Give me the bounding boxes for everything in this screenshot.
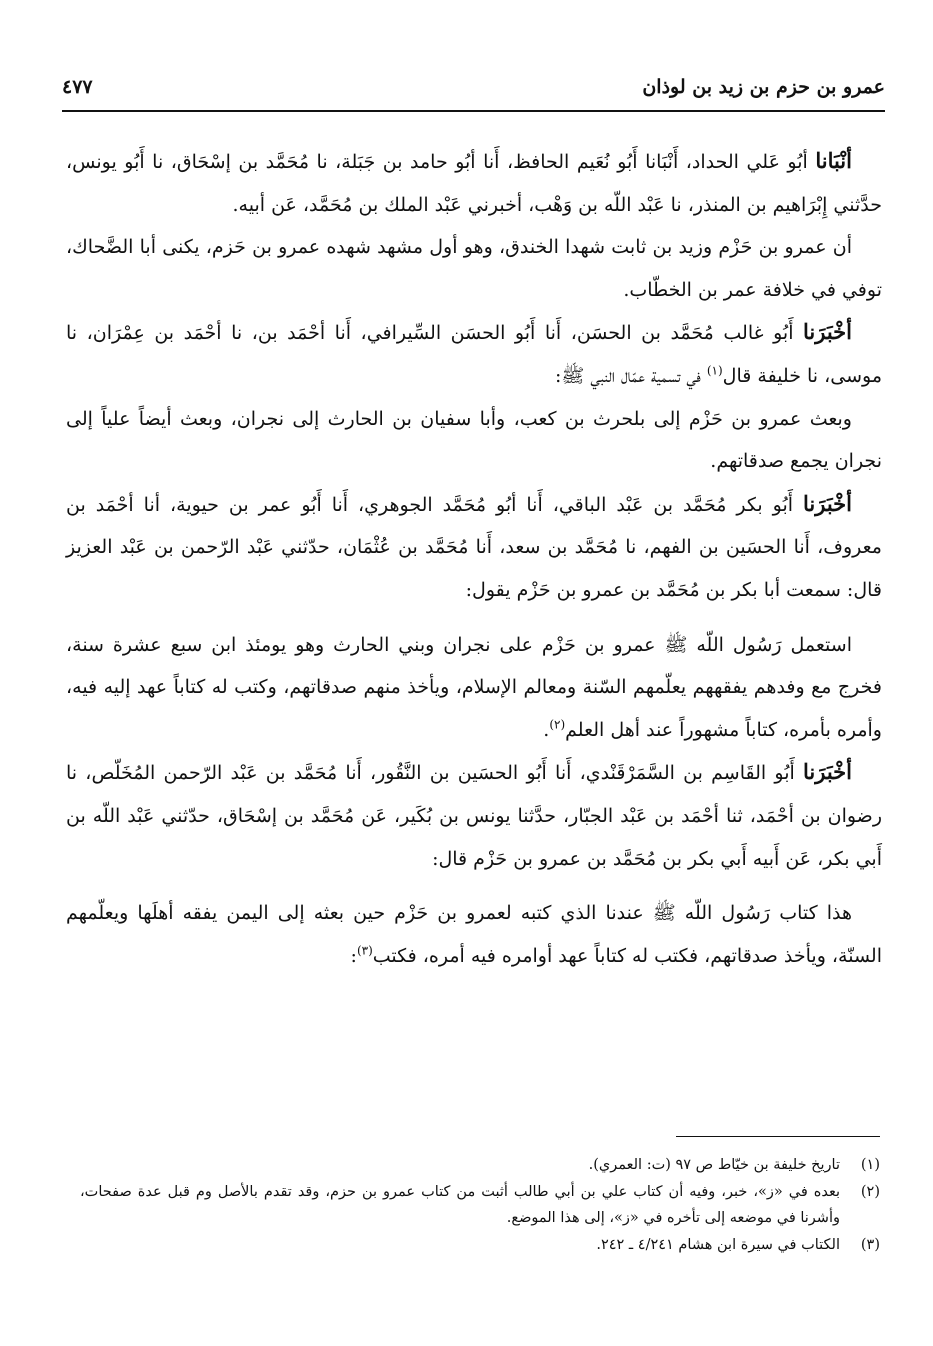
- paragraph-lead: أخْبَرَنا: [803, 759, 852, 785]
- paragraph: [66, 624, 882, 752]
- paragraph: [66, 140, 882, 226]
- footnote-ref: (٣): [356, 943, 373, 958]
- footnote-text: بعده في «ز»، خبر، وفيه أن كتاب علي بن أبي طالب أثبت من كتاب عمرو بن حزم، وقد تقدم بالأصل وم قبل عدة صفحات، وأشرنا في موضعه إلى تأخره في «ز»، إلى هذا الموضع.: [80, 1183, 840, 1226]
- page-header: [62, 76, 885, 106]
- paragraph-text: وبعث عمرو بن حَزْم إلى بلحرث بن كعب، وأبا سفيان بن الحارث إلى نجران، وبعث أيضاً علياً إلى نجران يجمع صدقاتهم.: [66, 407, 882, 473]
- paragraph-text: أَبُو بكر مُحَمَّد بن عَبْد الباقي، أَنا أبُو مُحَمَّد الجوهري، أَنا أَبُو عمر بن حيوية، أنا أحْمَد بن معروف، أَنا الحسَين بن الفهم، نا مُحَمَّد بن سعد، أَنا مُحَمَّد بن عُثْمَان، حدّثني عَبْد الرّحمن بن عَبْد العزيز قال: سمعت أبا بكر بن مُحَمَّد بن عمرو بن حَزْم يقول:: [66, 493, 882, 601]
- paragraph-text: استعمل رَسُول اللّه ﷺ عمرو بن حَزْم على نجران وبني الحارث وهو يومئذ ابن سبع عشرة سنة، فخرج مع وفدهم يفقههم يعلّمهم السّنة ومعالم الإسلام، ويأخذ منهم صدقاتهم، وكتب له كتاباً عهد إليه فيه، وأمره بأمره، كتاباً مشهوراً عند أهل العلم: [66, 633, 882, 741]
- header-rule: [62, 110, 885, 112]
- footnote-ref: (٢): [549, 717, 566, 732]
- footnote-number: (٢): [860, 1183, 880, 1200]
- paragraph-lead: أخْبَرَنا: [803, 319, 852, 345]
- footnote-number: (١): [860, 1157, 880, 1173]
- paragraph: [66, 483, 882, 612]
- paragraph: [66, 311, 882, 397]
- paragraph-tail: .: [543, 718, 550, 741]
- paragraph: [66, 226, 882, 311]
- paragraph-tail: في تسمية عمّال النبي ﷺ:: [555, 364, 707, 387]
- footnote: [80, 1152, 880, 1179]
- footnote: [80, 1232, 880, 1259]
- footnote-number: (٣): [860, 1236, 880, 1253]
- paragraph-tail: :: [350, 944, 357, 967]
- footnote-rule: [676, 1136, 880, 1137]
- footnote-text: الكتاب في سيرة ابن هشام ٤/٢٤١ ـ ٢٤٢.: [596, 1236, 840, 1253]
- paragraph-lead: أنْبَانا: [815, 148, 852, 173]
- paragraph-text: أبُو عَلي الحداد، أَنْبَانا أَبُو نُعَيم الحافظ، أَنا أبُو حامد بن جَبَلة، نا مُحَمَّد بن إسْحَاق، نا أَبُو يونس، حدَّثني إِبْرَاهيم بن المنذر، نا عَبْد اللّه بن وَهْب، أخبرني عَبْد الملك بن مُحَمَّد، عَن أبيه.: [66, 151, 882, 216]
- footnote-ref: (١): [706, 363, 723, 378]
- paragraph: [66, 892, 882, 977]
- main-text: [66, 140, 882, 977]
- paragraph-text: هذا كتاب رَسُول اللّه ﷺ عندنا الذي كتبه لعمرو بن حَزْم حين بعثه إلى اليمن يفقه أهلَها ويعلّمهم السنّة، ويأخذ صدقاتهم، فكتب له كتاباً عهد أوامره فيه أمره، فكتب: [66, 902, 882, 967]
- paragraph: [66, 751, 882, 880]
- running-title: عمرو بن حزم بن زيد بن لوذان: [642, 76, 885, 98]
- paragraph-text: أَبُو القَاسِم بن السَّمَرْقَنْدي، أَنا أَبُو الحسَين بن النَّقُور، أَنا مُحَمَّد بن عَبْد الرّحمن المُخَلّص، نا رضوان بن أحْمَد، ثنا أحْمَد بن عَبْد الجبّار، حدَّثنا يونس بن بُكَير، عَن مُحَمَّد بن إسْحَاق، حدّثني عَبْد اللّه بن أَبي بكر، عَن أَبيه أَبي بكر بن مُحَمَّد بن عمرو بن حَزْم قال:: [66, 762, 882, 870]
- footnote-text: تاريخ خليفة بن خيّاط ص ٩٧ (ت: العمري).: [588, 1157, 840, 1173]
- paragraph-lead: أخْبَرَنا: [803, 490, 852, 516]
- paragraph-text: أَبُو غالب مُحَمَّد بن الحسَن، أَنا أَبُو الحسَن السِّيرافي، أَنا أحْمَد بن، نا أحْمَد بن عِمْرَان، نا موسى، نا خليفة قال: [66, 322, 882, 387]
- footnotes: [80, 1152, 880, 1258]
- paragraph: [66, 398, 882, 483]
- page-number: ٤٧٧: [62, 76, 93, 98]
- footnote: [80, 1179, 880, 1232]
- paragraph-text: أن عمرو بن حَزْم وزيد بن ثابت شهدا الخندق، وهو أول مشهد شهده عمرو بن حَزم، يكنى أبا الضَّحاك، توفي في خلافة عمر بن الخطّاب.: [66, 236, 882, 301]
